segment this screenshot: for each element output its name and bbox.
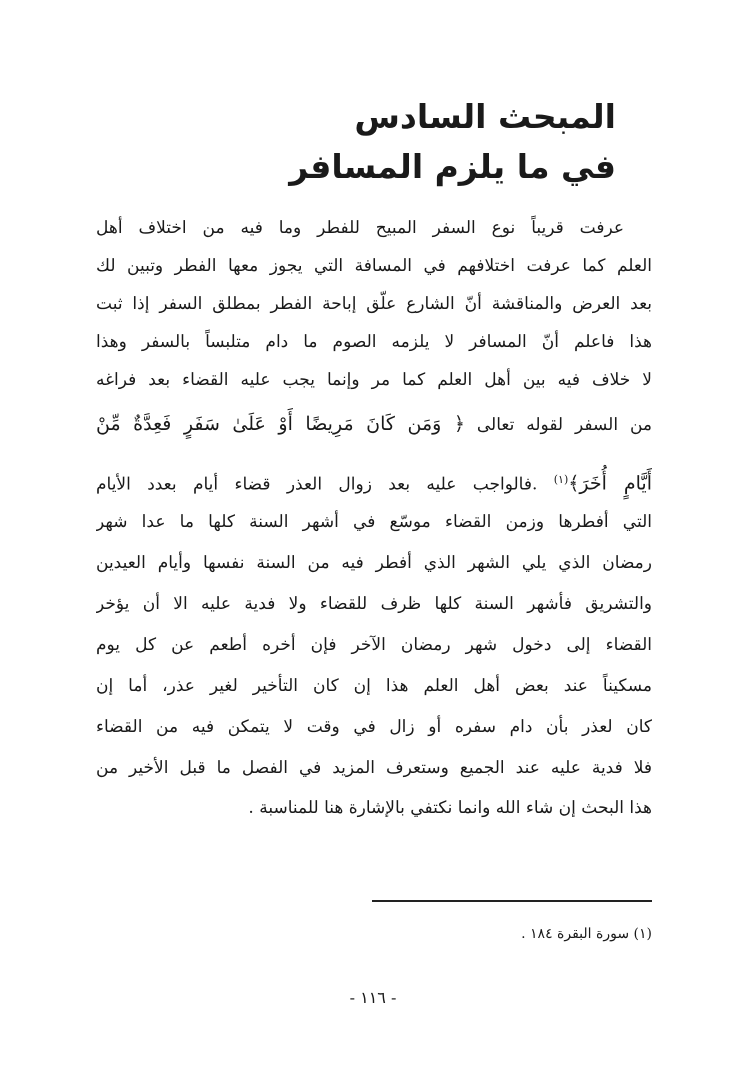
paragraph-2-line-7: كان لعذر بأن دام سفره أو زال في وقت لا يتمكن فيه من القضاء: [96, 717, 652, 737]
paragraph-1-line-4: هذا فاعلم أنّ المسافر لا يلزمه الصوم ما دام متلبساً بالسفر وهذا: [96, 332, 652, 352]
footnote-reference: (١): [553, 473, 569, 486]
quran-verse-part-2: أَيَّامٍ أُخَرَ﴾: [568, 472, 652, 495]
quran-verse-part-1: ﴿ وَمَن كَانَ مَرِيضًا أَوْ عَلَىٰ سَفَرٍ فَعِدَّةٌ مِّنْ: [96, 413, 465, 435]
paragraph-2-line-1: [96, 458, 652, 502]
line-6-prefix: من السفر لقوله تعالى: [476, 415, 652, 435]
section-title: المبحث السادس: [354, 97, 616, 136]
page-number: - ١١٦ -: [349, 988, 397, 1007]
paragraph-1-line-5: لا خلاف فيه بين أهل العلم كما مر وإنما يجب عليه القضاء بعد فراغه: [96, 370, 652, 390]
paragraph-1-line-6: [96, 402, 652, 446]
footnote: (١) سورة البقرة ١٨٤ .: [521, 926, 652, 942]
paragraph-1-line-1: عرفت قريباً نوع السفر المبيح للفطر وما فيه من اختلاف أهل: [96, 218, 624, 238]
paragraph-1-line-2: العلم كما عرفت اختلافهم في المسافة التي يجوز معها الفطر وتبين لك: [96, 256, 652, 276]
paragraph-2-line-9: هذا البحث إن شاء الله وانما نكتفي بالإشارة هنا للمناسبة .: [248, 798, 652, 818]
paragraph-2-line-6: مسكيناً عند بعض أهل العلم هذا إن كان التأخير لغير عذر، أما إن: [96, 676, 652, 696]
paragraph-1-line-3: بعد العرض والمناقشة أنّ الشارع علّق إباحة الفطر بمطلق السفر إذا ثبت: [96, 294, 652, 314]
line-1-text: .فالواجب عليه بعد زوال العذر قضاء أيام بعدد الأيام: [96, 474, 538, 495]
paragraph-2-line-2: التي أفطرها وزمن القضاء موسّع في أشهر السنة كلها ما عدا شهر: [96, 512, 652, 532]
paragraph-2-line-4: والتشريق فأشهر السنة كلها ظرف للقضاء ولا فدية عليه الا أن يؤخر: [96, 594, 652, 614]
paragraph-2-line-8: فلا فدية عليه عند الجميع وستعرف المزيد في الفصل ما قبل الأخير من: [96, 758, 652, 778]
footnote-separator: [372, 900, 652, 902]
paragraph-2-line-3: رمضان الذي يلي الشهر الذي أفطر فيه من السنة نفسها وأيام العيدين: [96, 553, 652, 573]
paragraph-2-line-5: القضاء إلى دخول شهر رمضان الآخر فإن أخره أطعم عن كل يوم: [96, 635, 652, 655]
section-subtitle: في ما يلزم المسافر: [289, 147, 616, 186]
